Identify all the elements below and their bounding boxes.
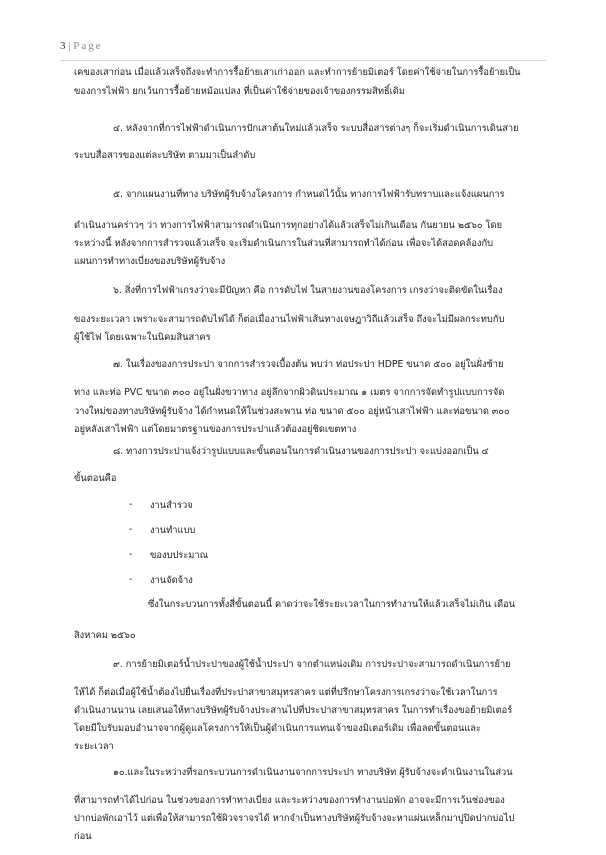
paragraph-line: ๕. จากแผนงานที่ทาง บริษัทผู้รับจ้างโครงการ กำหนดไว้นั้น ทางการไฟฟ้ารับทราบและแจ้งแผนการ	[113, 189, 505, 200]
paragraph-line: ผู้ใช้ไฟ โดยเฉพาะในนิคมสินสาคร	[74, 332, 211, 343]
paragraph-line: ทาง และท่อ PVC ขนาด ๓๐๐ อยู่ในฝั่งขวาทาง อยู่ลึกจากผิวดินประมาณ ๑ เมตร จากการจัดทำรูปแบบการจัด	[74, 387, 505, 398]
paragraph-line: โดยมีใบรับมอบอำนาจจากผู้ดูแลโครงการให้เป็นผู้ดำเนินการแทนเจ้าของมิเตอร์เดิม เพื่อลดขั้นตอนและ	[74, 723, 481, 734]
paragraph-line: ๗. ในเรื่องของการประปา จากการสำรวจเบื้องต้น พบว่า ท่อประปา HDPE ขนาด ๕๐๐ อยู่ในฝั่งซ้าย	[113, 359, 504, 370]
list-bullet: -	[129, 574, 133, 585]
paragraph-line: ที่สามารถทำได้ไปก่อน ในช่วงของการทำทางเบี่ยง และระหว่างของการทำงานบ่อพัก อาจจะมีการเว้นช่องของ	[74, 795, 505, 806]
paragraph-line: ให้ได้ ก็ต่อเมื่อผู้ใช้น้ำต้องไปยื่นเรื่องที่ประปาสาขาสมุทรสาคร แต่ที่ปรึกษาโครงการเกรงว่าจะใช้เวลาในการ	[74, 687, 498, 698]
paragraph-line: ๖. สิ่งที่การไฟฟ้าเกรงว่าจะมีปัญหา คือ การดับไฟ ในสายงานของโครงการ เกรงว่าจะติดขัดในเรื่อง	[113, 285, 503, 296]
paragraph-line: ๑๐.และในระหว่างที่รอกระบวนการดำเนินงานจากการประปา ทางบริษัท ผู้รับจ้างจะดำเนินงานในส่วน	[113, 767, 513, 778]
paragraph-line: ดำเนินงานนาน เลยเสนอให้ทางบริษัทผู้รับจ้างประสานไปที่ประปาสาขาสมุทรสาคร ในการทำเรื่องขอย้ายมิเตอร์	[74, 705, 513, 716]
list-item: งานจัดจ้าง	[150, 575, 193, 586]
page-number: 3	[60, 40, 66, 52]
list-item: ของบประมาณ	[150, 550, 209, 561]
paragraph-line: ของการไฟฟ้า ยกเว้นการรื้อย้ายหม้อแปลง ที่เป็นค่าใช้จ่ายของเจ้าของกรรมสิทธิ์เดิม	[74, 86, 405, 97]
list-bullet: -	[129, 549, 133, 560]
header-divider	[60, 60, 546, 61]
paragraph-line: ปากบ่อพักเอาไว้ แต่เพื่อให้สามารถใช้ผิวจราจรได้ หากจำเป็นทางบริษัทผู้รับจ้างจะหาแผ่นเหล็กมาปูปิดปากบ่อไป	[74, 813, 515, 824]
paragraph-line: เคของเสาก่อน เมื่อแล้วเสร็จถึงจะทำการรื้อย้ายเสาเก่าออก และทำการย้ายมิเตอร์ โดยค่าใช้จ่ายในการรื้อย้ายเป็น	[74, 67, 521, 78]
list-item: งานทำแบบ	[150, 525, 196, 536]
paragraph-line: ระยะเวลา	[74, 741, 114, 752]
paragraph-line: อยู่หลังเสาไฟฟ้า แต่โดยมาตรฐานของการประปาแล้วต้องอยู่ชิดเขตทาง	[74, 424, 357, 435]
paragraph-line: ระหว่างนี้ หลังจากการสำรวจแล้วเสร็จ จะเริ่มดำเนินการในส่วนที่สามารถทำได้ก่อน เพื่อจะได้สอดคล้องกับ	[74, 238, 493, 249]
paragraph-line: วางใหม่ของทางบริษัทผู้รับจ้าง ได้กำหนดให้ในช่วงสะพาน ท่อ ขนาด ๕๐๐ อยู่หน้าเสาไฟฟ้า และท่อขนาด ๓๐๐	[74, 406, 510, 417]
page-label: Page	[73, 40, 103, 52]
paragraph-line: ซึ่งในกระบวนการทั้งสี่ขั้นตอนนี้ คาดว่าจะใช้ระยะเวลาในการทำงานให้แล้วเสร็จไม่เกิน เดือน	[148, 599, 516, 610]
page-header	[60, 40, 103, 52]
paragraph-line: ระบบสื่อสารของแต่ละบริษัท ตามมาเป็นลำดับ	[74, 150, 256, 161]
paragraph-line: ๙. การย้ายมิเตอร์น้ำประปาของผู้ใช้น้ำประปา จากตำแหน่งเดิม การประปาจะสามารถดำเนินการย้าย	[113, 659, 511, 670]
paragraph-line: แผนการทำทางเบี่ยงของบริษัทผู้รับจ้าง	[74, 256, 226, 267]
paragraph-line: ของระยะเวลา เพราะจะสามารถดับไฟได้ ก็ต่อเมื่องานไฟฟ้าเส้นทางเจษฎาวิถีแล้วเสร็จ ถึงจะไม่มีผลกระทบกับ	[74, 314, 505, 325]
paragraph-line: ๔. หลังจากที่การไฟฟ้าดำเนินการปักเสาต้นใหม่แล้วเสร็จ ระบบสื่อสารต่างๆ ก็จะเริ่มดำเนินการเดินสาย	[113, 123, 519, 134]
paragraph-line: ๘. ทางการประปาแจ้งว่ารูปแบบและขั้นตอนในการดำเนินงานของการประปา จะแบ่งออกเป็น ๔	[113, 446, 489, 457]
paragraph-line: ดำเนินงานคร่าวๆ ว่า ทางการไฟฟ้าสามารถดำเนินการทุกอย่างได้แล้วเสร็จไม่เกินเดือน กันยายน ๒๕๖๐ โดย	[74, 220, 503, 231]
list-bullet: -	[129, 499, 133, 510]
list-bullet: -	[129, 524, 133, 535]
paragraph-line: สิงหาคม ๒๕๖๐	[74, 630, 136, 641]
header-separator: |	[68, 40, 71, 52]
paragraph-line: ขั้นตอนคือ	[74, 473, 117, 484]
paragraph-line: ก่อน	[74, 831, 92, 842]
list-item: งานสำรวจ	[150, 500, 193, 511]
